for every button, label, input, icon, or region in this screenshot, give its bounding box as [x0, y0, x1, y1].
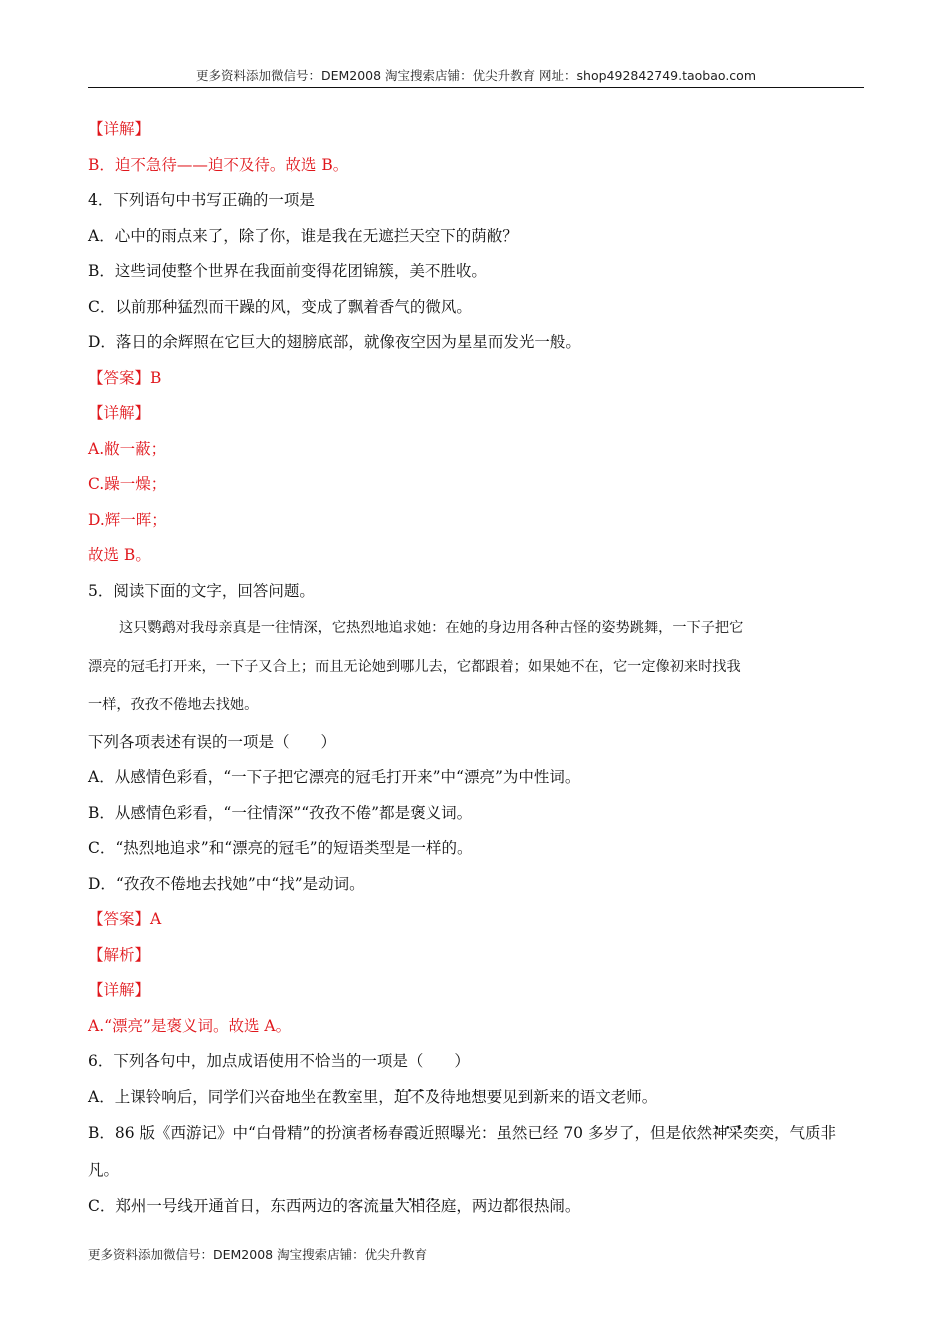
emphasized-idiom: • • • • 神采奕奕 [712, 1124, 774, 1142]
option-d: D．落日的余辉照在它巨大的翅膀底部，就像夜空因为星星而发光一般。 [88, 333, 581, 351]
analysis-text: C.躁一燥； [88, 475, 167, 493]
analysis-text: B．迫不急待——迫不及待。故选 B。 [88, 155, 349, 174]
question-4: 4．下列语句中书写正确的一项是 [88, 191, 315, 209]
analysis-heading: 【详解】 [88, 120, 151, 138]
answer-label: 【答案】A [88, 910, 162, 928]
explanation-heading: 【解析】 [88, 945, 151, 964]
option-text: ，气质非凡。 [88, 1124, 836, 1179]
reading-passage-line: 这只鹦鹉对我母亲真是一往情深，它热烈地追求她：在她的身边用各种古怪的姿势跳舞，一下子把它 [119, 620, 744, 636]
emphasized-idiom: • • • • 大相径庭 [394, 1197, 456, 1215]
analysis-text: A.敝一蔽； [88, 439, 167, 458]
option-c [88, 1189, 864, 1225]
analysis-text: 故选 B。 [88, 546, 151, 564]
question-5-prompt: 下列各项表述有误的一项是（ ） [88, 732, 337, 751]
option-b [88, 1115, 864, 1189]
option-a: A．从感情色彩看，“一下子把它漂亮的冠毛打开来”中“漂亮”为中性词。 [88, 768, 581, 786]
page-header: 更多资料添加微信号：DEM2008 淘宝搜索店铺：优尖升教育 网址：shop492842749.taobao.com [195, 68, 757, 83]
option-b: B．这些词使整个世界在我面前变得花团锦簇，美不胜收。 [88, 262, 487, 280]
question-6: 6．下列各句中，加点成语使用不恰当的一项是（ ） [88, 1052, 470, 1070]
option-text: C．郑州一号线开通首日，东西两边的客流量 [88, 1197, 395, 1215]
option-a: A．心中的雨点来了，除了你，谁是我在无遮拦天空下的荫敝？ [88, 226, 518, 245]
document-body [88, 112, 864, 1225]
option-text: B．86 版《西游记》中“白骨精”的扮演者杨春霞近照曝光：虽然已经 70 多岁了，但是依然 [88, 1124, 712, 1142]
analysis-heading: 【详解】 [88, 404, 151, 422]
analysis-text: A.“漂亮”是褒义词。故选 A。 [88, 1016, 292, 1035]
option-c: C．以前那种猛烈而干躁的风，变成了飘着香气的微风。 [88, 297, 472, 316]
page-footer: 更多资料添加微信号：DEM2008 淘宝搜索店铺：优尖升教育 [88, 1247, 428, 1262]
emphasized-idiom: • • • • 迫不及待 [394, 1088, 456, 1106]
reading-passage-line: 漂亮的冠毛打开来，一下子又合上；而且无论她到哪儿去，它都跟着；如果她不在，它一定像初来时找我 [88, 658, 741, 675]
analysis-text: D.辉一晖； [88, 510, 167, 529]
question-5: 5．阅读下面的文字，回答问题。 [88, 581, 315, 600]
option-c: C．“热烈地追求”和“漂亮的冠毛”的短语类型是一样的。 [88, 839, 473, 857]
analysis-heading: 【详解】 [88, 981, 151, 999]
option-b: B．从感情色彩看，“一往情深”“孜孜不倦”都是褒义词。 [88, 803, 473, 822]
header-divider [88, 87, 864, 88]
option-text: A．上课铃响后，同学们兴奋地坐在教室里， [88, 1087, 394, 1106]
option-text: ，两边都很热闹。 [456, 1197, 581, 1215]
option-a [88, 1080, 864, 1116]
answer-label: 【答案】B [88, 368, 162, 387]
reading-passage-line: 一样，孜孜不倦地去找她。 [88, 697, 259, 713]
option-text: 地想要见到新来的语文老师。 [455, 1087, 658, 1106]
option-d: D．“孜孜不倦地去找她”中“找”是动词。 [88, 874, 365, 893]
